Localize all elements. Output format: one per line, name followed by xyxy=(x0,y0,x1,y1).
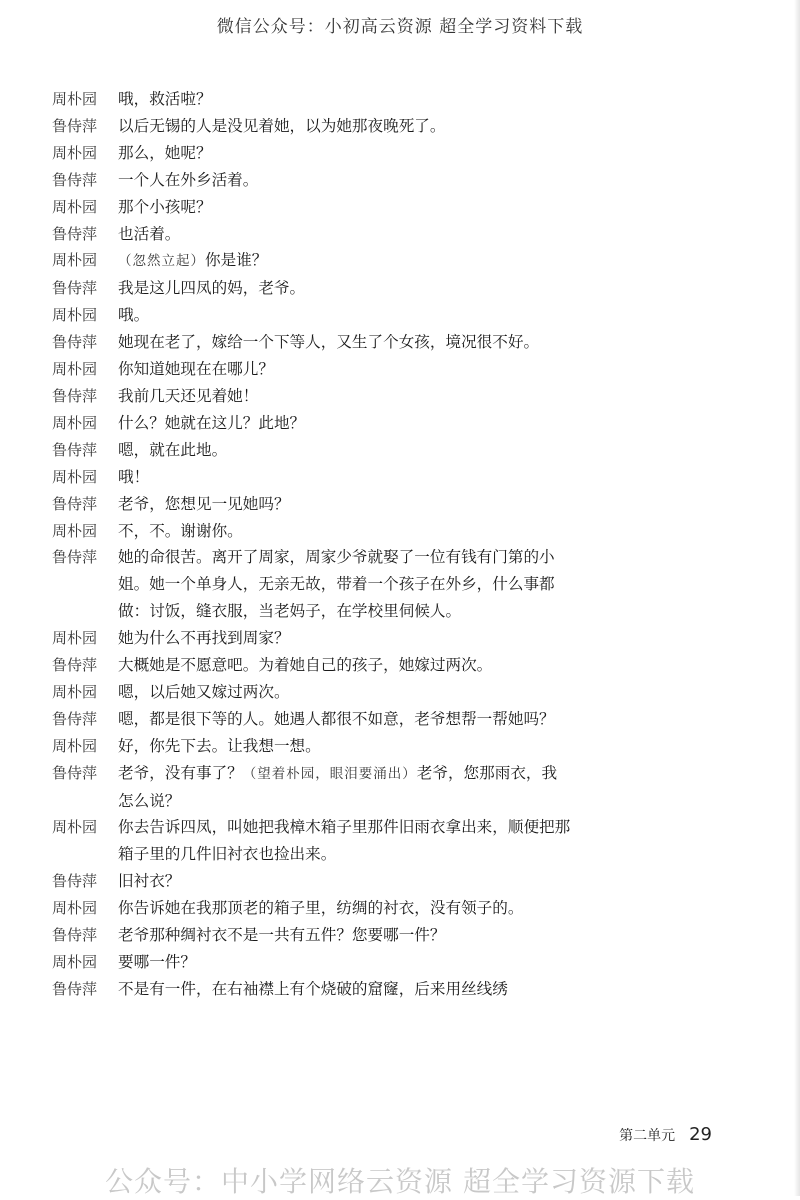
speaker-name: 周朴园 xyxy=(52,736,98,755)
dialogue-line xyxy=(52,895,572,922)
dialogue-line xyxy=(52,221,572,248)
speaker-name: 鲁侍萍 xyxy=(52,170,98,189)
speech-segment: 不是有一件，在右袖襟上有个烧破的窟窿，后来用丝线绣 xyxy=(118,979,508,998)
dialogue-line xyxy=(52,329,572,356)
speech-segment: 哦。 xyxy=(118,306,150,325)
speaker-name: 鲁侍萍 xyxy=(52,386,98,405)
dialogue-line xyxy=(52,949,572,976)
speech-text xyxy=(118,518,572,545)
speech-text xyxy=(118,302,572,329)
speech-segment: 那个小孩呢？ xyxy=(118,197,212,216)
stage-direction: （望着朴园，眼泪要涌出） xyxy=(242,765,417,782)
speech-segment: 也活着。 xyxy=(118,224,181,243)
dialogue-line xyxy=(52,140,572,167)
speech-segment: 哦，救活啦？ xyxy=(118,90,212,108)
speech-text xyxy=(118,275,572,302)
speaker-name: 周朴园 xyxy=(52,90,98,108)
speech-text xyxy=(118,760,572,815)
dialogue-line xyxy=(52,302,572,329)
dialogue-line xyxy=(52,760,572,815)
speaker-name: 周朴园 xyxy=(52,251,98,270)
page-edge-shadow xyxy=(794,0,800,1196)
speech-segment: 你知道她现在在哪儿？ xyxy=(118,360,274,379)
speaker-name: 周朴园 xyxy=(52,360,98,379)
speaker-name: 周朴园 xyxy=(52,467,98,486)
speech-segment: 我前几天还见着她！ xyxy=(118,386,259,405)
speech-segment: 以后无锡的人是没见着她，以为她那夜晚死了。 xyxy=(118,116,446,135)
stage-direction: （忽然立起） xyxy=(118,253,205,270)
speech-text xyxy=(118,410,572,437)
speech-text xyxy=(118,949,572,976)
speaker-name: 鲁侍萍 xyxy=(52,926,98,945)
speech-segment: 老爷，您那雨衣，我怎么说？ xyxy=(118,763,558,810)
speech-segment: 大概她是不愿意吧。为着她自己的孩子，她嫁过两次。 xyxy=(118,656,493,675)
speech-text xyxy=(118,491,572,518)
speaker-name: 鲁侍萍 xyxy=(52,116,98,135)
dialogue-line xyxy=(52,491,572,518)
dialogue-line xyxy=(52,814,572,868)
speech-text xyxy=(118,356,572,383)
dialogue-line xyxy=(52,706,572,733)
speech-text xyxy=(118,922,572,949)
speech-segment: 一个人在外乡活着。 xyxy=(118,170,259,189)
speech-segment: 哦！ xyxy=(118,467,150,486)
speech-text xyxy=(118,625,572,652)
speech-text xyxy=(118,329,572,356)
dialogue-line xyxy=(52,625,572,652)
dialogue-line xyxy=(52,113,572,140)
speaker-name: 周朴园 xyxy=(52,413,98,432)
speaker-name: 周朴园 xyxy=(52,306,98,325)
speech-segment: 那么，她呢？ xyxy=(118,143,212,162)
speech-segment: 好，你先下去。让我想一想。 xyxy=(118,736,321,755)
speaker-name: 鲁侍萍 xyxy=(52,548,98,567)
speech-text xyxy=(118,706,572,733)
speaker-name: 鲁侍萍 xyxy=(52,763,98,782)
speech-segment: 嗯，以后她又嫁过两次。 xyxy=(118,682,290,701)
speech-segment: 不，不。谢谢你。 xyxy=(118,521,243,540)
dialogue-body xyxy=(52,86,572,1003)
page-number: 29 xyxy=(689,1124,712,1145)
speech-text xyxy=(118,221,572,248)
speaker-name: 鲁侍萍 xyxy=(52,279,98,298)
speech-text xyxy=(118,464,572,491)
speech-text xyxy=(118,86,572,113)
dialogue-line xyxy=(52,868,572,895)
dialogue-line xyxy=(52,275,572,302)
speech-text xyxy=(118,895,572,922)
speech-segment: 老爷，您想见一见她吗？ xyxy=(118,494,290,513)
dialogue-line xyxy=(52,733,572,760)
speech-segment: 她现在老了，嫁给一个下等人，又生了个女孩，境况很不好。 xyxy=(118,333,540,352)
speaker-name: 周朴园 xyxy=(52,197,98,216)
dialogue-line xyxy=(52,86,572,113)
speech-segment: 要哪一件？ xyxy=(118,953,196,971)
speech-segment: 你告诉她在我那顶老的箱子里，纺绸的衬衣，没有领子的。 xyxy=(118,899,524,918)
dialogue-line xyxy=(52,383,572,410)
speaker-name: 周朴园 xyxy=(52,818,98,837)
dialogue-line xyxy=(52,410,572,437)
speech-text xyxy=(118,140,572,167)
page-footer xyxy=(619,1124,712,1145)
speech-text xyxy=(118,383,572,410)
dialogue-line xyxy=(52,679,572,706)
speech-text xyxy=(118,976,572,1003)
speaker-name: 鲁侍萍 xyxy=(52,224,98,243)
speech-segment: 她为什么不再找到周家？ xyxy=(118,629,290,648)
speaker-name: 周朴园 xyxy=(52,953,98,971)
speech-segment: 什么？她就在这儿？此地？ xyxy=(118,413,306,432)
speaker-name: 鲁侍萍 xyxy=(52,494,98,513)
dialogue-line xyxy=(52,652,572,679)
dialogue-line xyxy=(52,194,572,221)
speech-segment: 嗯，就在此地。 xyxy=(118,440,228,459)
speech-text xyxy=(118,247,572,275)
speaker-name: 周朴园 xyxy=(52,899,98,918)
speaker-name: 周朴园 xyxy=(52,143,98,162)
dialogue-line xyxy=(52,247,572,275)
speech-segment: 旧衬衣？ xyxy=(118,872,181,891)
speaker-name: 周朴园 xyxy=(52,629,98,648)
speaker-name: 周朴园 xyxy=(52,521,98,540)
speech-text xyxy=(118,437,572,464)
speech-segment: 嗯，都是很下等的人。她遇人都很不如意，老爷想帮一帮她吗？ xyxy=(118,709,555,728)
speaker-name: 鲁侍萍 xyxy=(52,440,98,459)
dialogue-line xyxy=(52,464,572,491)
speech-text xyxy=(118,814,572,868)
dialogue-line xyxy=(52,356,572,383)
speech-text xyxy=(118,194,572,221)
speaker-name: 鲁侍萍 xyxy=(52,333,98,352)
speech-text xyxy=(118,652,572,679)
dialogue-line xyxy=(52,544,572,625)
speech-text xyxy=(118,167,572,194)
speech-text xyxy=(118,679,572,706)
speech-segment: 老爷，没有事了？ xyxy=(118,763,243,782)
page-header: 微信公众号：小初高云资源 超全学习资料下载 xyxy=(216,17,584,37)
speaker-name: 周朴园 xyxy=(52,682,98,701)
speech-segment: 老爷那种绸衬衣不是一共有五件？您要哪一件？ xyxy=(118,926,446,945)
dialogue-line xyxy=(52,922,572,949)
speech-segment: 你去告诉四凤，叫她把我樟木箱子里那件旧雨衣拿出来，顺便把那箱子里的几件旧衬衣也捡出来。 xyxy=(118,818,571,864)
speech-segment: 你是谁？ xyxy=(205,251,268,270)
watermark: 公众号：中小学网络云资源 超全学习资源下载 xyxy=(105,1165,695,1198)
speaker-name: 鲁侍萍 xyxy=(52,656,98,675)
dialogue-line xyxy=(52,167,572,194)
speech-segment: 她的命很苦。离开了周家，周家少爷就娶了一位有钱有门第的小姐。她一个单身人，无亲无故，带着一个孩子在外乡，什么事都做：讨饭，缝衣服，当老妈子，在学校里伺候人。 xyxy=(118,548,555,621)
speech-text xyxy=(118,113,572,140)
speech-text xyxy=(118,733,572,760)
speaker-name: 鲁侍萍 xyxy=(52,872,98,891)
speech-segment: 我是这儿四凤的妈，老爷。 xyxy=(118,279,306,298)
dialogue-line xyxy=(52,518,572,545)
dialogue-line xyxy=(52,437,572,464)
unit-label: 第二单元 xyxy=(619,1128,676,1144)
dialogue-line xyxy=(52,976,572,1003)
speech-text xyxy=(118,868,572,895)
speech-text xyxy=(118,544,572,625)
speaker-name: 鲁侍萍 xyxy=(52,979,98,998)
speaker-name: 鲁侍萍 xyxy=(52,709,98,728)
